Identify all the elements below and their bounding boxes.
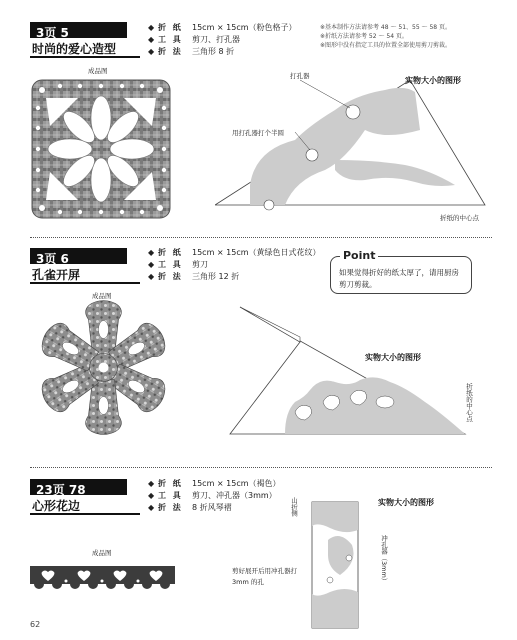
section-2-page-ref: 3页 6 [30,248,127,264]
section-3-page-ref: 23页 78 [30,479,127,495]
section-2-finished-label: 成品图 [92,292,112,300]
section-2-title: 孔雀开屏 [32,268,81,282]
section-2-point-title: Point [340,249,378,262]
section-2-specs: ◆ 折 纸 15cm × 15cm（黄绿色日式花纹） ◆ 工 具 剪刀 ◆ 折 法 三角形 12 折 [148,248,321,281]
page-number: 62 [30,620,41,629]
section-1-notes: ※基本制作方法请参考 48 ～ 51、55 ～ 58 页。 ※折纸方法请参考 52 ～ 54 页。 ※图形中没有指定工具的位置全部使用剪刀剪裁。 [320,24,452,49]
section-3-finished-image [30,566,175,592]
section-2-callout-center: 折纸的中心点 [465,383,473,422]
section-3-callout-open: 剪好展开后用冲孔器打 3mm 的孔 [232,567,297,586]
section-2-actual-size-label: 实物大小的图形 [365,353,421,362]
section-1-finished-image [30,78,172,220]
section-1-callout-punch: 打孔器 [290,72,310,80]
section-1-divider [30,237,492,238]
section-3-title-rule [30,513,140,515]
section-1-callout-center: 折纸的中心点 [440,214,479,222]
section-1-title-rule [30,56,140,58]
section-1-callout-half-hole: 用打孔器打个半圆 [232,129,284,137]
section-3-actual-size-label: 实物大小的图形 [378,498,434,507]
section-3-finished-label: 成品图 [92,549,112,557]
section-2-diagram [225,302,470,442]
section-3-specs: ◆ 折 纸 15cm × 15cm（褐色） ◆ 工 具 剪刀、冲孔器（3mm） ◆ 折 法 8 折风琴褶 [148,479,281,512]
section-1-title: 时尚的爱心造型 [32,42,117,56]
section-1-page-ref: 3页 5 [30,22,127,38]
section-2-point-box: 如果觉得折好的纸太厚了，请用厨房剪刀剪裁。 [330,256,472,294]
section-1-actual-size-label: 实物大小的图形 [405,76,461,85]
section-3-callout-mountain: 山折侧 [290,497,298,517]
section-1-specs: ◆ 折 纸 15cm × 15cm（粉色格子） ◆ 工 具 剪刀、打孔器 ◆ 折 法 三角形 8 折 [148,23,297,56]
section-2-finished-image [36,300,171,435]
section-1-diagram [215,70,515,220]
section-1-finished-label: 成品图 [88,67,108,75]
section-3-callout-punch: 冲孔器（3mm） [380,535,388,585]
section-3-title: 心形花边 [32,499,81,513]
section-2-title-rule [30,282,140,284]
section-3-diagram [300,500,370,630]
section-2-divider [30,467,492,468]
